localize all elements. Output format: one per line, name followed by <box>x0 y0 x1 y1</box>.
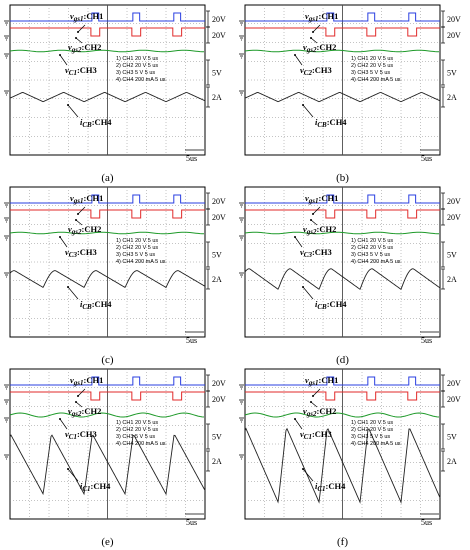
arrow-head <box>67 104 69 106</box>
scale-label-ch1: 20V <box>212 197 226 206</box>
scope-panel <box>239 187 461 366</box>
channel-label-ch2: $v_{gs2}:CH2$ <box>68 42 102 54</box>
settings-line: 1) CH1 20 V 5 us <box>116 238 159 244</box>
settings-line: 2) CH2 20 V 5 us <box>351 427 394 433</box>
arrow-head <box>59 236 61 238</box>
scale-label-ch4: 2A <box>447 275 457 284</box>
channel-label-ch2: $v_{gs2}:CH2$ <box>68 406 102 418</box>
label-arrow <box>68 287 78 299</box>
channel-label-ch1: $v_{gs1}:CH1$ <box>70 11 104 23</box>
ground-marker <box>239 218 244 222</box>
label-arrow <box>60 237 67 247</box>
settings-line: 2) CH2 20 V 5 us <box>116 427 159 433</box>
channel-label-ch1: $v_{gs1}:CH1$ <box>305 375 339 387</box>
ground-marker <box>239 455 244 459</box>
ch3-waveform <box>245 413 439 417</box>
panel-label: (f) <box>337 536 348 548</box>
scope-panel <box>4 369 226 548</box>
channel-label-ch2: $v_{gs2}:CH2$ <box>303 42 337 54</box>
ground-marker <box>4 54 9 58</box>
channel-label-ch4: $i_{CB}:CH4$ <box>80 299 112 311</box>
arrow-head <box>294 236 296 238</box>
scale-label-ch3: 5V <box>447 250 457 260</box>
channel-label-ch3: $v_{C3}:CH3$ <box>65 247 97 259</box>
scale-label-ch2: 20V <box>212 213 226 222</box>
ch3-waveform <box>10 232 204 234</box>
settings-line: 3) CH3 5 V 5 us <box>116 252 156 258</box>
scope-panel <box>4 5 226 184</box>
panel-label: (d) <box>336 354 349 366</box>
ground-marker <box>4 418 9 422</box>
label-arrow <box>68 469 78 481</box>
arrow-head <box>67 286 69 288</box>
channel-label-ch2: $v_{gs2}:CH2$ <box>303 224 337 236</box>
label-arrow <box>295 237 302 247</box>
settings-line: 1) CH1 20 V 5 us <box>351 56 394 62</box>
channel-label-ch1: $v_{gs1}:CH1$ <box>305 193 339 205</box>
ground-marker <box>4 36 9 40</box>
channel-label-ch3: $v_{C1}:CH3$ <box>300 429 332 441</box>
arrow-head <box>294 418 296 420</box>
settings-line: 4) CH4 200 mA 5 us <box>116 259 166 265</box>
ground-marker <box>239 36 244 40</box>
channel-label-ch1: $v_{gs1}:CH1$ <box>70 193 104 205</box>
channel-label-ch3: $v_{C2}:CH3$ <box>300 65 332 77</box>
settings-line: 4) CH4 200 mA 5 us <box>351 259 401 265</box>
ground-marker <box>4 218 9 222</box>
settings-line: 1) CH1 20 V 5 us <box>116 420 159 426</box>
arrow-head <box>75 37 77 39</box>
channel-label-ch4: $i_{C1}:CH4$ <box>80 481 111 493</box>
arrow-head <box>310 219 312 221</box>
settings-line: 1) CH1 20 V 5 us <box>351 420 394 426</box>
scale-label-ch2: 20V <box>447 395 461 404</box>
time-scale-label: 5us <box>186 518 198 527</box>
channel-label-ch2: $v_{gs2}:CH2$ <box>303 406 337 418</box>
scale-label-ch1: 20V <box>212 15 226 24</box>
arrow-head <box>312 31 314 33</box>
settings-line: 4) CH4 200 mA 5 us <box>116 77 166 83</box>
scale-label-ch3: 5V <box>212 250 222 260</box>
ground-marker <box>4 400 9 404</box>
arrow-head <box>59 418 61 420</box>
arrow-head <box>67 468 69 470</box>
settings-line: 3) CH3 5 V 5 us <box>351 252 391 258</box>
channel-label-ch3: $v_{C1}:CH3$ <box>65 65 97 77</box>
channel-label-ch4: $i_{CB}:CH4$ <box>80 117 112 129</box>
scope-panel <box>239 5 461 184</box>
scale-label-ch2: 20V <box>447 31 461 40</box>
time-scale-label: 5us <box>421 336 433 345</box>
arrow-head <box>294 54 296 56</box>
ground-marker <box>239 273 244 277</box>
ground-marker <box>4 21 9 25</box>
time-scale-label: 5us <box>186 336 198 345</box>
ground-marker <box>239 236 244 240</box>
arrow-head <box>312 395 314 397</box>
time-scale-label: 5us <box>186 154 198 163</box>
ground-marker <box>239 418 244 422</box>
arrow-head <box>302 286 304 288</box>
ground-marker <box>4 203 9 207</box>
label-arrow <box>60 419 67 429</box>
ground-marker <box>239 54 244 58</box>
ground-marker <box>4 91 9 95</box>
ch3-waveform <box>10 413 204 417</box>
arrow-head <box>77 213 79 215</box>
scale-label-ch3: 5V <box>212 432 222 442</box>
panel-label: (c) <box>101 354 114 366</box>
channel-label-ch4: $i_{C1}:CH4$ <box>315 481 346 493</box>
arrow-head <box>77 395 79 397</box>
arrow-head <box>77 31 79 33</box>
channel-label-ch1: $v_{gs1}:CH1$ <box>70 375 104 387</box>
settings-line: 1) CH1 20 V 5 us <box>351 238 394 244</box>
settings-line: 4) CH4 200 mA 5 us <box>351 77 401 83</box>
ch3-waveform <box>245 232 439 234</box>
settings-line: 3) CH3 5 V 5 us <box>351 434 391 440</box>
scale-label-ch3: 5V <box>212 68 222 78</box>
channel-label-ch1: $v_{gs1}:CH1$ <box>305 11 339 23</box>
arrow-head <box>75 401 77 403</box>
scale-label-ch2: 20V <box>447 213 461 222</box>
scope-panel <box>4 187 226 366</box>
settings-line: 2) CH2 20 V 5 us <box>116 245 159 251</box>
ground-marker <box>4 385 9 389</box>
settings-line: 1) CH1 20 V 5 us <box>116 56 159 62</box>
ground-marker <box>4 273 9 277</box>
arrow-head <box>310 37 312 39</box>
arrow-head <box>75 219 77 221</box>
ground-marker <box>4 455 9 459</box>
label-arrow <box>68 105 78 117</box>
scale-label-ch1: 20V <box>447 197 461 206</box>
settings-line: 4) CH4 200 mA 5 us <box>351 441 401 447</box>
scale-label-ch4: 2A <box>212 275 222 284</box>
ground-marker <box>4 236 9 240</box>
time-scale-label: 5us <box>421 518 433 527</box>
channel-label-ch4: $i_{CB}:CH4$ <box>315 299 347 311</box>
scale-label-ch4: 2A <box>447 93 457 102</box>
label-arrow <box>303 105 313 117</box>
arrow-head <box>310 401 312 403</box>
ground-marker <box>239 91 244 95</box>
settings-line: 3) CH3 5 V 5 us <box>116 434 156 440</box>
ground-marker <box>239 203 244 207</box>
settings-line: 2) CH2 20 V 5 us <box>351 63 394 69</box>
ch3-waveform <box>10 50 204 52</box>
scale-label-ch2: 20V <box>212 31 226 40</box>
ground-marker <box>239 21 244 25</box>
channel-label-ch3: $v_{C3}:CH3$ <box>300 247 332 259</box>
panel-label: (e) <box>101 536 114 548</box>
scale-label-ch3: 5V <box>447 432 457 442</box>
arrow-head <box>302 104 304 106</box>
label-arrow <box>295 419 302 429</box>
time-scale-label: 5us <box>421 154 433 163</box>
label-arrow <box>295 55 302 65</box>
channel-label-ch4: $i_{CB}:CH4$ <box>315 117 347 129</box>
scope-panel <box>239 369 461 548</box>
panel-label: (a) <box>101 172 114 184</box>
scale-label-ch4: 2A <box>447 457 457 466</box>
label-arrow <box>303 287 313 299</box>
panel-label: (b) <box>336 172 349 184</box>
arrow-head <box>59 54 61 56</box>
settings-line: 2) CH2 20 V 5 us <box>116 63 159 69</box>
scale-label-ch4: 2A <box>212 93 222 102</box>
scale-label-ch1: 20V <box>447 379 461 388</box>
scale-label-ch2: 20V <box>212 395 226 404</box>
channel-label-ch2: $v_{gs2}:CH2$ <box>68 224 102 236</box>
scale-label-ch1: 20V <box>212 379 226 388</box>
arrow-head <box>312 213 314 215</box>
channel-label-ch3: $v_{C1}:CH3$ <box>65 429 97 441</box>
scale-label-ch3: 5V <box>447 68 457 78</box>
label-arrow <box>60 55 67 65</box>
settings-line: 3) CH3 5 V 5 us <box>116 70 156 76</box>
ground-marker <box>239 400 244 404</box>
settings-line: 2) CH2 20 V 5 us <box>351 245 394 251</box>
scale-label-ch4: 2A <box>212 457 222 466</box>
scale-label-ch1: 20V <box>447 15 461 24</box>
settings-line: 3) CH3 5 V 5 us <box>351 70 391 76</box>
ground-marker <box>239 385 244 389</box>
label-arrow <box>303 469 313 481</box>
settings-line: 4) CH4 200 mA 5 us <box>116 441 166 447</box>
ch3-waveform <box>245 50 439 52</box>
arrow-head <box>302 468 304 470</box>
